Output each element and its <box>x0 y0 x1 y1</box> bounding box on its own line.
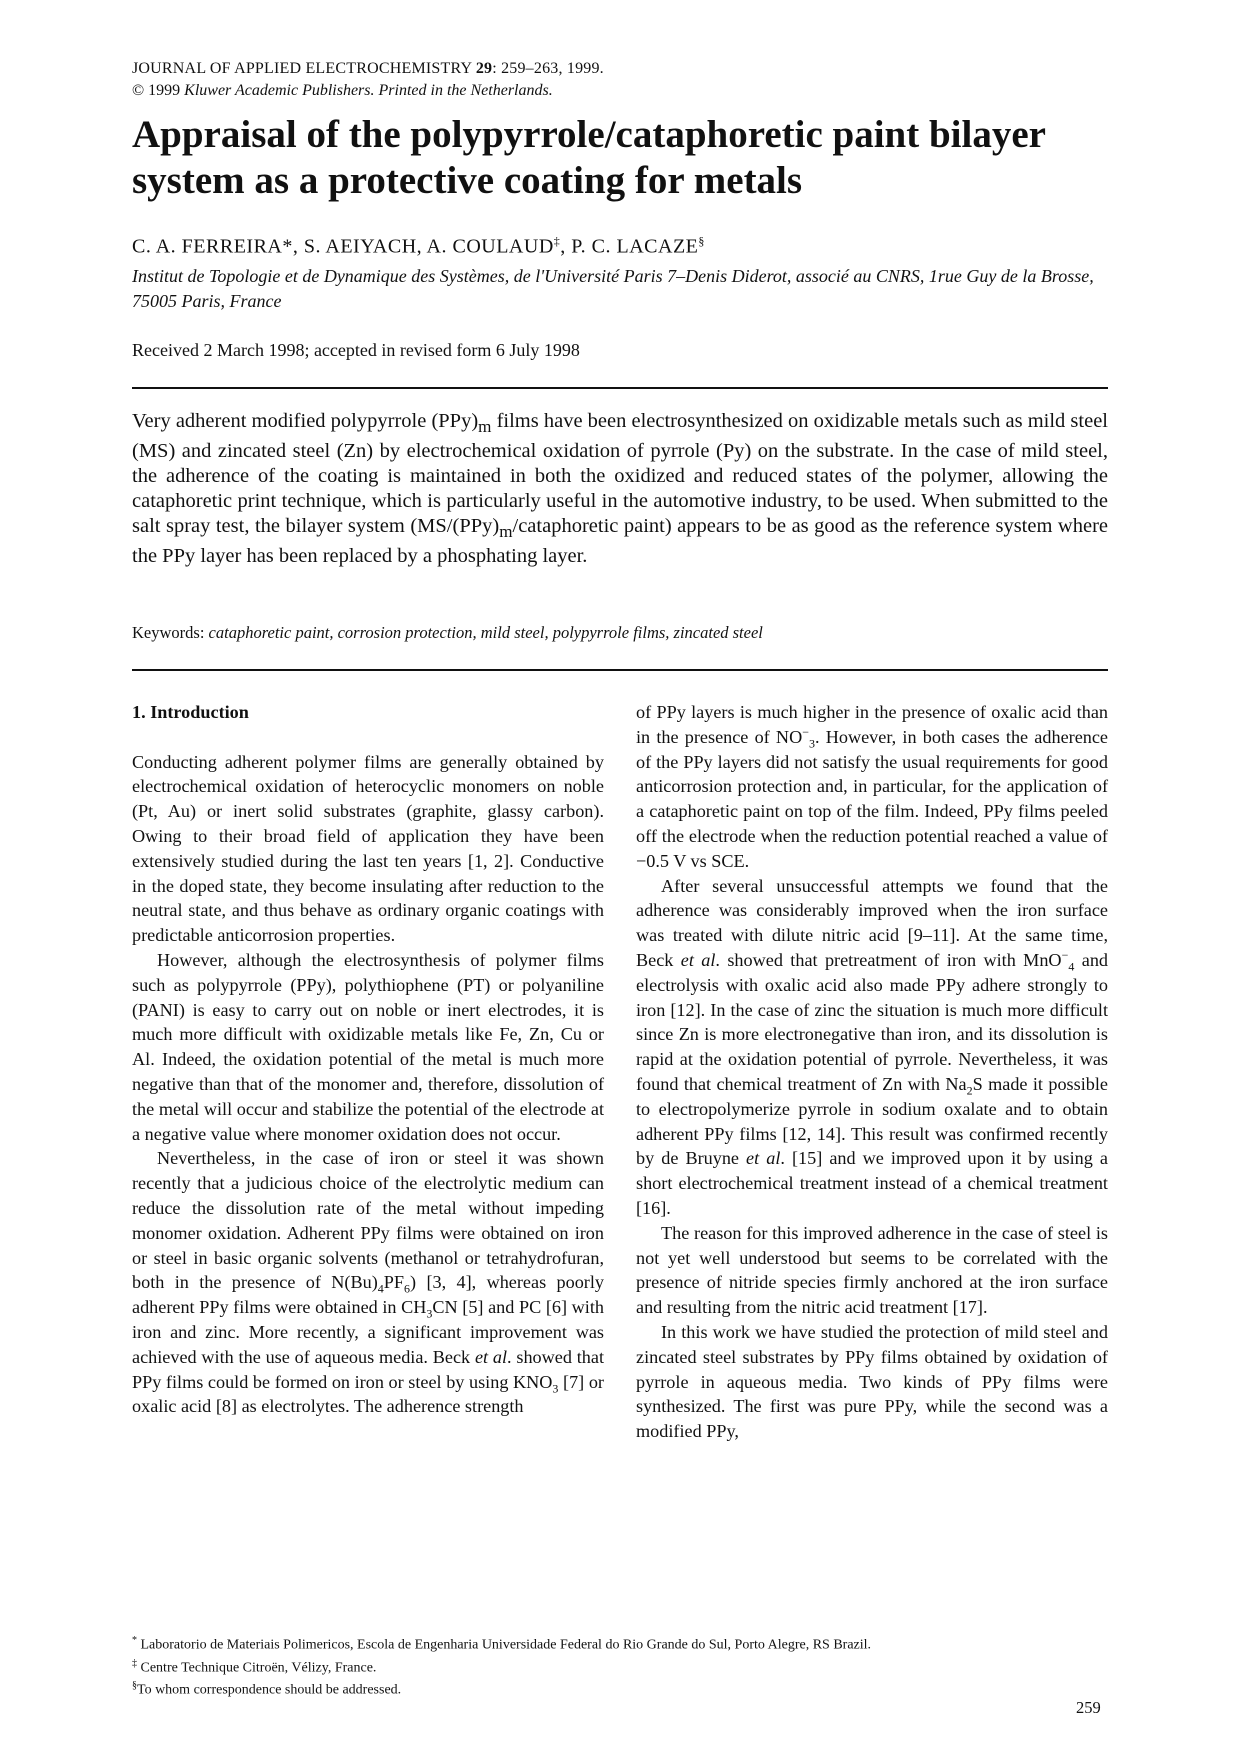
footnote-3-text: To whom correspondence should be addressed. <box>137 1682 402 1698</box>
copyright-prefix: © 1999 <box>132 82 185 99</box>
copyright-line <box>132 80 553 101</box>
p4-sub: 3 <box>809 736 815 751</box>
footnote-2-mark: ‡ <box>132 1657 137 1669</box>
journal-name: JOURNAL OF APPLIED ELECTROCHEMISTRY <box>132 60 472 77</box>
p3-text-5: . showed that PPy films could be formed on iron or steel by using KNO <box>132 1346 605 1392</box>
p3-sub-4: 3 <box>552 1381 559 1396</box>
p3-text-2: PF <box>383 1272 405 1293</box>
column-right <box>636 700 1108 1444</box>
p3-text-1: Nevertheless, in the case of iron or steel it was shown recently that a judicious choice of the electrolytic medium can reduce the dissolution rate of the metal without impeding monomer oxidation. Adherent PPy films were obtained on iron or steel in basic organic solvents (methanol or tetrahydrofuran, both in the presence of N(Bu) <box>132 1148 604 1293</box>
p5-sub: 4 <box>1068 959 1075 974</box>
paragraph-3-continued <box>636 700 1108 874</box>
paragraph-5: The reason for this improved adherence in the case of steel is not yet well understood but seems to be correlated with the presence of nitride species firmly anchored at the iron surface and resulting from the nitric acid treatment [17]. <box>636 1222 1108 1318</box>
p4-text-1: of PPy layers is much higher in the presence of oxalic acid than in the presence of NO <box>636 702 1108 747</box>
paragraph-4 <box>636 874 1108 1221</box>
abstract-sub-2: m <box>499 522 513 542</box>
affiliation: Institut de Topologie et de Dynamique des Systèmes, de l'Université Paris 7–Denis Diderot, associé au CNRS, 1rue Guy de la Brosse, 75005 Paris, France <box>132 266 1094 311</box>
authors-part-1: C. A. FERREIRA*, S. AEIYACH, A. COULAUD <box>132 235 554 258</box>
p5-sup: − <box>1061 947 1069 962</box>
p4-sup: − <box>802 724 809 739</box>
divider-bottom <box>132 669 1108 671</box>
paragraph-3 <box>132 1146 604 1419</box>
keywords-terms: cataphoretic paint, corrosion protection, mild steel, polypyrrole films, zincated steel <box>208 623 763 642</box>
author-mark-correspondence: § <box>698 234 705 248</box>
abstract-sub-1: m <box>478 417 492 437</box>
footnote-1-text: Laboratorio de Materiais Polimericos, Escola de Engenharia Universidade Federal do Rio Grande do Sul, Porto Alegre, RS Brazil. <box>137 1637 872 1653</box>
p5-text-4: S made it possible to electropolymerize pyrrole in sodium oxalate and to obtain adherent PPy films [12, 14]. This result was confirmed recently by de Bruyne <box>636 1073 1108 1169</box>
p4-text-2: . However, in both cases the adherence of the PPy layers did not satisfy the usual requirements for good anticorrosion protection and, in particular, for the application of a cataphoretic paint on top of the film. Indeed, PPy films peeled off the electrode when the reduction potential reached a value of −0.5 V vs SCE. <box>636 726 1109 871</box>
section-heading-introduction: 1. Introduction <box>132 702 249 722</box>
abstract-text-3: /cataphoretic paint) appears to be as good as the reference system where the PPy layer has been replaced by a phosphating layer. <box>132 515 1108 568</box>
p5-text-1: After several unsuccessful attempts we found that the adherence was considerably improved when the iron surface was treated with dilute nitric acid [9–11]. At the same time, Beck <box>636 875 1108 970</box>
paragraph-1: Conducting adherent polymer films are generally obtained by electrochemical oxidation of heterocyclic monomers on noble (Pt, Au) or inert solid substrates (graphite, glassy carbon). Owing to their broad field of application they have been extensively studied during the last ten years [1, 2]. Conductive in the doped state, they become insulating after reduction to the neutral state, and thus behave as ordinary organic coatings with predictable anticorrosion properties. <box>132 751 604 946</box>
footnote-3 <box>132 1677 1108 1700</box>
column-left <box>132 700 604 1419</box>
journal-citation <box>132 58 604 79</box>
p3-sub-1: 4 <box>377 1281 384 1296</box>
keywords <box>132 622 763 644</box>
received-dates: Received 2 March 1998; accepted in revised form 6 July 1998 <box>132 340 580 360</box>
footnote-1 <box>132 1632 1108 1655</box>
footnote-2 <box>132 1655 1108 1678</box>
journal-pages-year: : 259–263, 1999. <box>492 60 604 77</box>
authors-part-2: , P. C. LACAZE <box>560 235 699 258</box>
p3-text-6: [7] or oxalic acid [8] as electrolytes. The adherence strength <box>132 1371 604 1417</box>
paragraph-2: However, although the electrosynthesis of polymer films such as polypyrrole (PPy), polythiophene (PT) or polyaniline (PANI) is easy to carry out on noble or inert electrodes, it is much more difficult with oxidizable metals like Fe, Zn, Cu or Al. Indeed, the oxidation potential of the metal is much more negative than that of the monomer and, therefore, dissolution of the metal will occur and stabilize the potential of the electrode at a negative value where monomer oxidation does not occur. <box>132 949 604 1144</box>
p3-sub-3: 3 <box>426 1306 433 1321</box>
author-mark-citroen: ‡ <box>553 234 561 248</box>
footnote-3-mark: § <box>132 1680 137 1692</box>
publisher-line: Kluwer Academic Publishers. Printed in the Netherlands. <box>184 82 553 99</box>
abstract-text-2: films have been electrosynthesized on oxidizable metals such as mild steel (MS) and zincated steel (Zn) by electrochemical oxidation of pyrrole (Py) on the substrate. In the case of mild steel, the adherence of the coating is maintained in both the oxidized and reduced states of the polymer, allowing the cataphoretic print technique, which is particularly useful in the automotive industry, to be used. When submitted to the salt spray test, the bilayer system (MS/(PPy) <box>132 410 1108 538</box>
footnote-2-text: Centre Technique Citroën, Vélizy, France. <box>137 1660 377 1676</box>
author-list <box>132 228 705 260</box>
p5-sub-2: 2 <box>966 1083 973 1098</box>
p3-sub-2: 6 <box>404 1281 411 1296</box>
p3-text-3: ) [3, 4], whereas poorly adherent PPy films were obtained in CH <box>132 1272 604 1318</box>
page-number: 259 <box>1076 1698 1101 1717</box>
paper-title: Appraisal of the polypyrrole/cataphoretic paint bilayer system as a protective coating for metals <box>132 113 1046 202</box>
divider-top <box>132 387 1108 389</box>
abstract-text-1: Very adherent modified polypyrrole (PPy) <box>132 410 479 432</box>
p5-text-5: . [15] and we improved upon it by using a short electrochemical treatment instead of a chemical treatment [16]. <box>636 1148 1108 1218</box>
footnotes <box>132 1632 1108 1700</box>
p5-italic-2: et al <box>746 1148 781 1169</box>
p5-text-2: . showed that pretreatment of iron with MnO <box>715 949 1062 970</box>
p5-text-3: and electrolysis with oxalic acid also made PPy adhere strongly to iron [12]. In the case of zinc the situation is much more difficult since Zn is more electronegative than iron, and its dissolution is rapid at the oxidation potential of pyrrole. Nevertheless, it was found that chemical treatment of Zn with Na <box>636 949 1109 1094</box>
footnote-1-mark: * <box>132 1635 137 1646</box>
p5-italic-1: et al <box>680 949 716 970</box>
journal-volume: 29 <box>475 60 493 77</box>
p3-text-4: CN [5] and PC [6] with iron and zinc. More recently, a significant improvement was achieved with the use of aqueous media. Beck <box>132 1297 604 1367</box>
abstract <box>132 409 1108 569</box>
paragraph-6: In this work we have studied the protection of mild steel and zincated steel substrates by PPy films obtained by oxidation of pyrrole in aqueous media. Two kinds of PPy films were synthesized. The first was pure PPy, while the second was a modified PPy, <box>636 1321 1108 1442</box>
keywords-label: Keywords: <box>132 623 209 642</box>
p3-italic-1: et al <box>474 1346 508 1367</box>
